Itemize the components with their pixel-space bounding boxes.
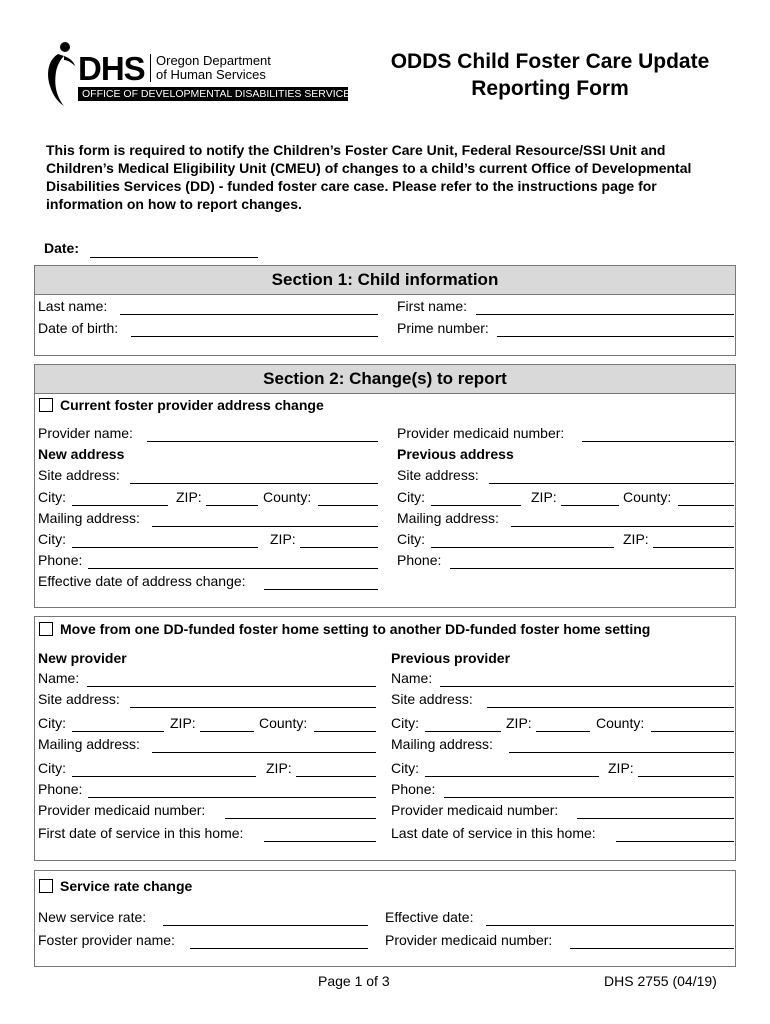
previous-address-heading: Previous address	[397, 446, 514, 462]
ac-new-zip-field[interactable]	[206, 505, 258, 506]
mv-new-name-field[interactable]	[87, 686, 376, 687]
mv-prev-mailing-label: Mailing address:	[391, 736, 493, 752]
ac-new-phone-field[interactable]	[88, 568, 378, 569]
dhs-brand-text: DHS	[78, 50, 145, 87]
new-provider-heading: New provider	[38, 650, 127, 666]
ac-new-mailing-label: Mailing address:	[38, 510, 140, 526]
ac-new-zip-label: ZIP:	[176, 489, 202, 505]
mv-first-date-label: First date of service in this home:	[38, 825, 244, 841]
ac-prev-zip2-label: ZIP:	[623, 531, 649, 547]
ac-new-city2-label: City:	[38, 531, 66, 547]
mv-prev-zip2-label: ZIP:	[608, 760, 634, 776]
page-number: Page 1 of 3	[318, 973, 390, 989]
org-name-line1: Oregon Department	[156, 53, 271, 68]
mv-prev-medicaid-label: Provider medicaid number:	[391, 802, 559, 818]
mv-prev-site-field[interactable]	[487, 707, 734, 708]
ac-effective-date-field[interactable]	[264, 589, 378, 590]
section1-box	[34, 265, 736, 356]
ac-new-zip2-label: ZIP:	[270, 531, 296, 547]
mv-new-city-label: City:	[38, 715, 66, 731]
ac-provider-name-label: Provider name:	[38, 425, 133, 441]
ac-prev-phone-field[interactable]	[450, 568, 734, 569]
dhs-logo	[44, 40, 358, 106]
mv-new-zip-field[interactable]	[200, 731, 254, 732]
org-name-line2: of Human Services	[156, 67, 266, 82]
foster-provider-name-label: Foster provider name:	[38, 932, 175, 948]
move-checkbox[interactable]	[39, 622, 53, 636]
first-name-label: First name:	[397, 298, 468, 314]
new-service-rate-field[interactable]	[163, 925, 368, 926]
mv-new-medicaid-label: Provider medicaid number:	[38, 802, 206, 818]
ac-prev-city-field[interactable]	[431, 505, 521, 506]
mv-prev-mailing-field[interactable]	[509, 752, 734, 753]
mv-new-county-label: County:	[259, 715, 308, 731]
mv-new-zip2-label: ZIP:	[266, 760, 292, 776]
date-label: Date:	[44, 240, 80, 256]
ac-prev-county-label: County:	[623, 489, 672, 505]
mv-prev-phone-field[interactable]	[444, 797, 734, 798]
ac-prev-city-label: City:	[397, 489, 425, 505]
mv-prev-zip-label: ZIP:	[506, 715, 532, 731]
ac-new-site-address-field[interactable]	[130, 483, 378, 484]
mv-prev-zip-field[interactable]	[536, 731, 590, 732]
mv-new-phone-label: Phone:	[38, 781, 83, 797]
mv-prev-county-label: County:	[596, 715, 645, 731]
ac-new-city-label: City:	[38, 489, 66, 505]
ac-effective-date-label: Effective date of address change:	[38, 573, 246, 589]
rate-effective-date-field[interactable]	[486, 925, 734, 926]
mv-new-site-field[interactable]	[130, 707, 376, 708]
ac-prev-zip2-field[interactable]	[653, 547, 734, 548]
mv-prev-medicaid-field[interactable]	[577, 818, 734, 819]
mv-prev-zip2-field[interactable]	[638, 776, 734, 777]
dob-field[interactable]	[131, 336, 378, 337]
dob-label: Date of birth:	[38, 320, 119, 336]
mv-new-city2-label: City:	[38, 760, 66, 776]
prime-number-label: Prime number:	[397, 320, 489, 336]
ac-prev-mailing-label: Mailing address:	[397, 510, 499, 526]
ac-provider-name-field[interactable]	[147, 441, 378, 442]
mv-prev-city2-label: City:	[391, 760, 419, 776]
ac-prev-site-address-label: Site address:	[397, 467, 479, 483]
section1-title: Section 1: Child information	[35, 266, 735, 295]
ac-prev-county-field[interactable]	[678, 505, 734, 506]
ac-prev-mailing-field[interactable]	[511, 526, 734, 527]
first-name-field[interactable]	[476, 314, 734, 315]
ac-prev-zip-field[interactable]	[561, 505, 619, 506]
mv-last-date-field[interactable]	[616, 841, 734, 842]
logo-divider	[150, 54, 151, 82]
form-title-line2: Reporting Form	[471, 77, 629, 100]
mv-new-zip-label: ZIP:	[170, 715, 196, 731]
mv-new-city-field[interactable]	[72, 731, 164, 732]
office-name-bar: OFFICE OF DEVELOPMENTAL DISABILITIES SERVICES	[78, 87, 348, 101]
mv-prev-county-field[interactable]	[651, 731, 734, 732]
date-field[interactable]	[90, 257, 258, 258]
mv-new-city2-field[interactable]	[72, 776, 256, 777]
mv-prev-city2-field[interactable]	[425, 776, 599, 777]
mv-new-name-label: Name:	[38, 670, 80, 686]
mv-first-date-field[interactable]	[264, 841, 376, 842]
ac-new-county-label: County:	[263, 489, 312, 505]
new-service-rate-label: New service rate:	[38, 909, 147, 925]
address-change-label: Current foster provider address change	[60, 397, 324, 413]
intro-paragraph: This form is required to notify the Children’s Foster Care Unit, Federal Resource/SSI Unit and Children’s Medical Eligibility Unit (CMEU) of changes to a child’s current Office of Developmental Disabilities Services (DD) - funded foster care case. Please refer to the instructions page for information on how to report changes.	[46, 142, 692, 212]
previous-provider-heading: Previous provider	[391, 650, 511, 666]
ac-prev-city2-label: City:	[397, 531, 425, 547]
ac-prev-city2-field[interactable]	[431, 547, 614, 548]
prime-number-field[interactable]	[497, 336, 734, 337]
mv-new-medicaid-field[interactable]	[225, 818, 376, 819]
mv-new-mailing-field[interactable]	[152, 752, 376, 753]
ac-prev-site-address-field[interactable]	[489, 483, 734, 484]
mv-prev-city-field[interactable]	[425, 731, 501, 732]
ac-provider-medicaid-field[interactable]	[582, 441, 734, 442]
form-id: DHS 2755 (04/19)	[604, 973, 717, 989]
rate-provider-medicaid-label: Provider medicaid number:	[385, 932, 553, 948]
ac-prev-zip-label: ZIP:	[531, 489, 557, 505]
mv-prev-phone-label: Phone:	[391, 781, 436, 797]
rate-change-checkbox[interactable]	[39, 879, 53, 893]
address-change-checkbox[interactable]	[39, 398, 53, 412]
ac-new-site-address-label: Site address:	[38, 467, 120, 483]
ac-new-phone-label: Phone:	[38, 552, 83, 568]
ac-new-city2-field[interactable]	[72, 547, 258, 548]
mv-prev-city-label: City:	[391, 715, 419, 731]
mv-new-site-label: Site address:	[38, 691, 120, 707]
rate-provider-medicaid-field[interactable]	[570, 948, 734, 949]
rate-change-label: Service rate change	[60, 878, 193, 894]
mv-new-mailing-label: Mailing address:	[38, 736, 140, 752]
last-name-label: Last name:	[38, 298, 108, 314]
foster-provider-name-field[interactable]	[190, 948, 368, 949]
mv-prev-name-field[interactable]	[440, 686, 734, 687]
dhs-person-logo-icon	[44, 40, 76, 106]
new-address-heading: New address	[38, 446, 125, 462]
ac-new-mailing-field[interactable]	[152, 526, 378, 527]
mv-new-zip2-field[interactable]	[296, 776, 376, 777]
last-name-field[interactable]	[120, 314, 378, 315]
ac-new-county-field[interactable]	[318, 505, 378, 506]
section2-title: Section 2: Change(s) to report	[35, 365, 735, 394]
ac-prev-phone-label: Phone:	[397, 552, 442, 568]
mv-new-phone-field[interactable]	[88, 797, 376, 798]
mv-prev-site-label: Site address:	[391, 691, 473, 707]
form-title-line1: ODDS Child Foster Care Update	[390, 50, 710, 73]
move-label: Move from one DD-funded foster home setting to another DD-funded foster home setting	[60, 621, 651, 637]
form-title	[360, 48, 740, 102]
mv-prev-name-label: Name:	[391, 670, 433, 686]
mv-last-date-label: Last date of service in this home:	[391, 825, 596, 841]
rate-effective-date-label: Effective date:	[385, 909, 474, 925]
mv-new-county-field[interactable]	[314, 731, 376, 732]
ac-new-zip2-field[interactable]	[300, 547, 378, 548]
ac-new-city-field[interactable]	[72, 505, 168, 506]
ac-provider-medicaid-label: Provider medicaid number:	[397, 425, 565, 441]
